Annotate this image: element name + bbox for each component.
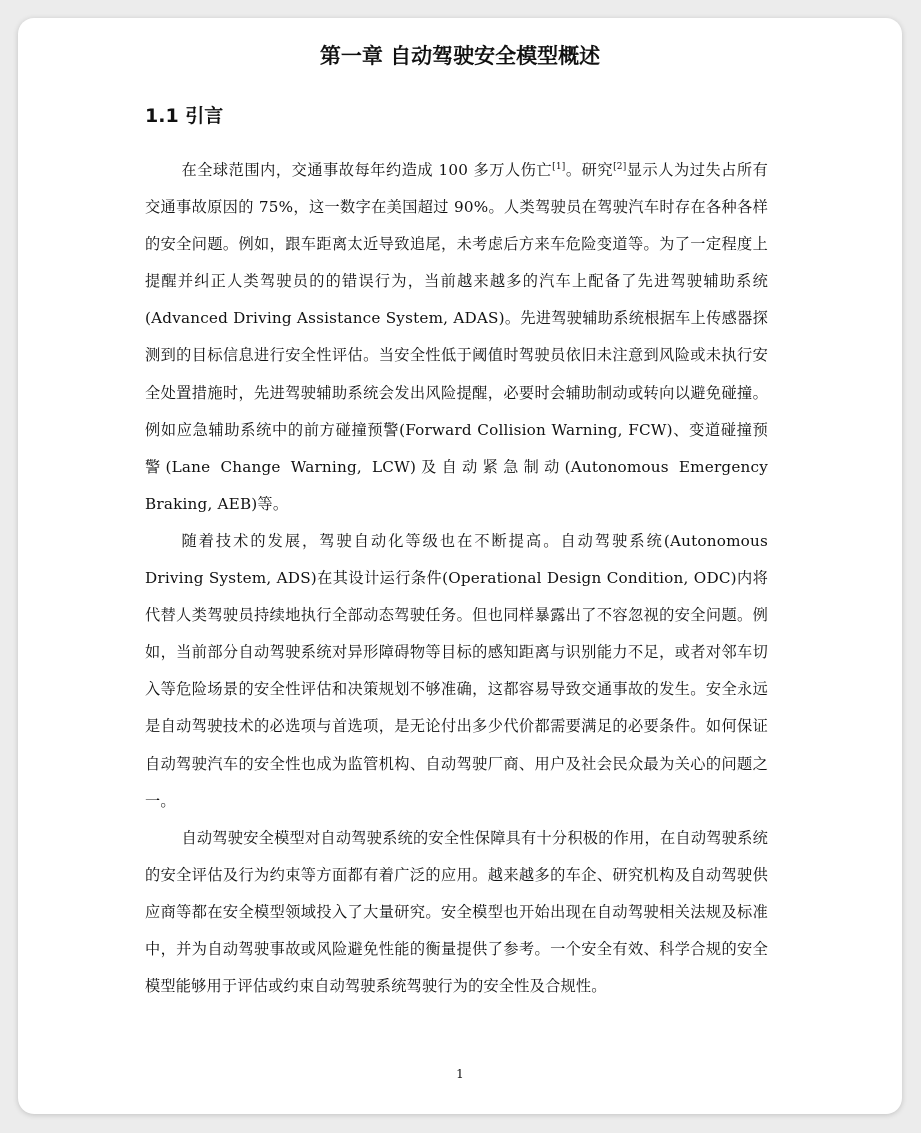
citation-1[interactable]: [1] [552, 162, 566, 172]
paragraph-1-part3: 显示人为过失占所有交通事故原因的 75%，这一数字在美国超过 90%。人类驾驶员在驾驶汽车时存在各种各样的安全问题。例如，跟车距离太近导致追尾，未考虑后方来车危险变道等。为了一定程度上提醒并纠正人类驾驶员的的错误行为，当前越来越多的汽车上配备了先进驾驶辅助系统(Advanced Driving Assistance System, ADAS)。先进驾驶辅助系统根据车上传感器探测到的目标信息进行安全性评估。当安全性低于阈值时驾驶员依旧未注意到风险或未执行安全处置措施时，先进驾驶辅助系统会发出风险提醒，必要时会辅助制动或转向以避免碰撞。例如应急辅助系统中的前方碰撞预警(Forward Collision Warning, FCW)、变道碰撞预警(Lane Change Warning, LCW)及自动紧急制动(Autonomous Emergency Braking, AEB)等。 [145, 161, 768, 513]
document-page [18, 18, 902, 1114]
body-text [145, 152, 768, 1005]
paragraph-1-part2: 。研究 [565, 161, 614, 179]
section-title: 1.1 引言 [145, 105, 224, 127]
chapter-title: 第一章 自动驾驶安全模型概述 [319, 44, 601, 68]
paragraph-1 [145, 152, 768, 523]
paragraph-1-part1: 在全球范围内，交通事故每年约造成 100 多万人伤亡 [181, 161, 553, 179]
citation-2[interactable]: [2] [613, 162, 627, 172]
page-number: 1 [456, 1067, 464, 1081]
paragraph-2: 随着技术的发展，驾驶自动化等级也在不断提高。自动驾驶系统(Autonomous Driving System, ADS)在其设计运行条件(Operational Design Condition, ODC)内将代替人类驾驶员持续地执行全部动态驾驶任务。但也同样暴露出了不容忽视的安全问题。例如，当前部分自动驾驶系统对异形障碍物等目标的感知距离与识别能力不足，或者对邻车切入等危险场景的安全性评估和决策规划不够准确，这都容易导致交通事故的发生。安全永远是自动驾驶技术的必选项与首选项，是无论付出多少代价都需要满足的必要条件。如何保证自动驾驶汽车的安全性也成为监管机构、自动驾驶厂商、用户及社会民众最为关心的问题之一。 [145, 531, 768, 810]
paragraph-3: 自动驾驶安全模型对自动驾驶系统的安全性保障具有十分积极的作用，在自动驾驶系统的安全评估及行为约束等方面都有着广泛的应用。越来越多的车企、研究机构及自动驾驶供应商等都在安全模型领域投入了大量研究。安全模型也开始出现在自动驾驶相关法规及标准中，并为自动驾驶事故或风险避免性能的衡量提供了参考。一个安全有效、科学合规的安全模型能够用于评估或约束自动驾驶系统驾驶行为的安全性及合规性。 [145, 828, 768, 996]
